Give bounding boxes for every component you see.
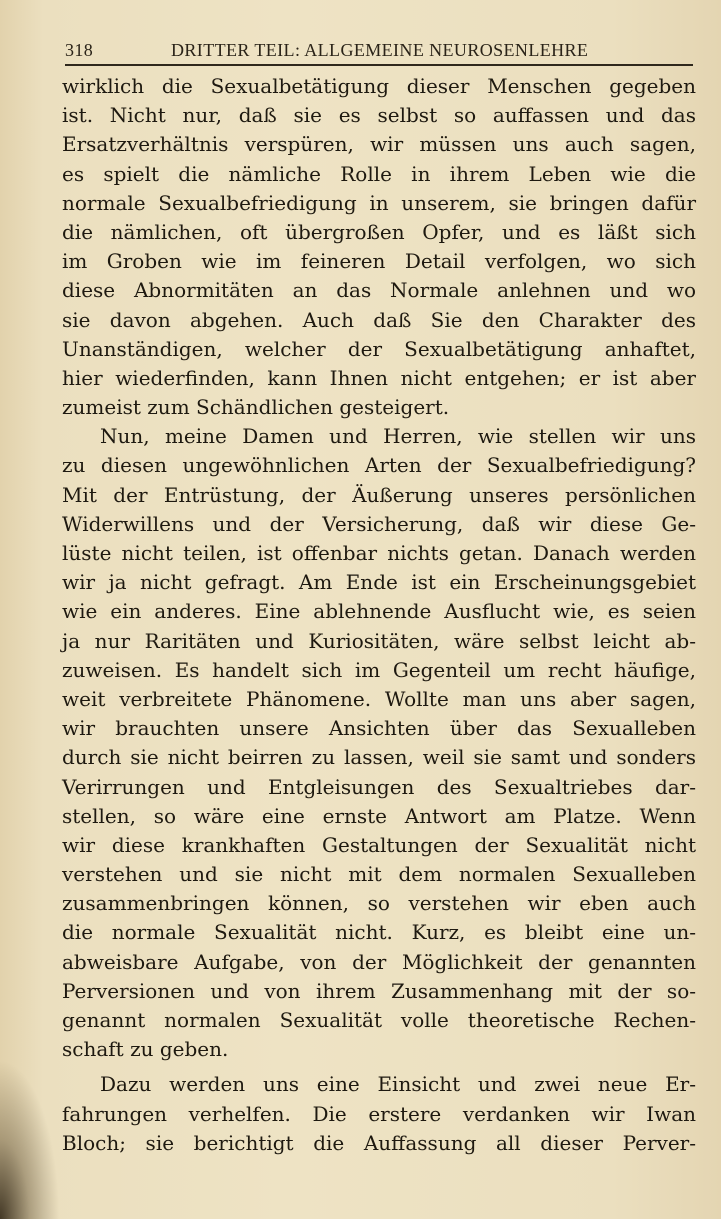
text-line: im Groben wie im feineren Detail verfolgen, wo sich — [62, 249, 696, 274]
paragraph-3 — [62, 1070, 696, 1158]
text-line: zu diesen ungewöhnlichen Arten der Sexualbefriedigung? — [62, 453, 696, 478]
text-line: wie ein anderes. Eine ablehnende Ausflucht wie, es seien — [62, 599, 696, 624]
text-line: zusammenbringen können, so verstehen wir eben auch — [62, 891, 696, 916]
text-line: weit verbreitete Phänomene. Wollte man uns aber sagen, — [62, 686, 696, 711]
text-line: schaft zu geben. — [62, 1037, 229, 1062]
text-line: Bloch; sie berichtigt die Auffassung all dieser Perver- — [62, 1130, 696, 1155]
text-line: stellen, so wäre eine ernste Antwort am Platze. Wenn — [62, 803, 696, 828]
text-line: ist. Nicht nur, daß sie es selbst so auffassen und das — [62, 103, 696, 128]
text-line: Mit der Entrüstung, der Äußerung unseres persönlichen — [62, 482, 696, 507]
text-line: ja nur Raritäten und Kuriositäten, wäre selbst leicht ab- — [62, 628, 696, 653]
text-line: zuweisen. Es handelt sich im Gegenteil um recht häufige, — [62, 657, 696, 682]
text-line: hier wiederfinden, kann Ihnen nicht entgehen; er ist aber — [62, 365, 696, 390]
page-header — [65, 38, 695, 64]
text-line: die nämlichen, oft übergroßen Opfer, und es läßt sich — [62, 219, 696, 244]
text-line: wir brauchten unsere Ansichten über das Sexualleben — [62, 716, 696, 741]
text-line: lüste nicht teilen, ist offenbar nichts getan. Danach werden — [62, 541, 696, 565]
text-line: wirklich die Sexualbetätigung dieser Menschen gegeben — [62, 74, 696, 98]
text-line: die normale Sexualität nicht. Kurz, es bleibt eine un- — [62, 920, 696, 945]
page-corner-shadow — [0, 1059, 60, 1219]
text-line: wir diese krankhaften Gestaltungen der Sexualität nicht — [62, 832, 696, 857]
text-line: Dazu werden uns eine Einsicht und zwei neue Er- — [100, 1072, 696, 1097]
text-line: Verirrungen und Entgleisungen des Sexualtriebes dar- — [62, 774, 696, 799]
paragraph-2 — [62, 422, 696, 1064]
text-line: Ersatzverhältnis verspüren, wir müssen uns auch sagen, — [62, 132, 696, 157]
text-line: diese Abnormitäten an das Normale anlehnen und wo — [62, 278, 696, 303]
paragraph-1 — [62, 72, 696, 422]
text-line: fahrungen verhelfen. Die erstere verdanken wir Iwan — [62, 1101, 696, 1126]
text-line: abweisbare Aufgabe, von der Möglichkeit der genannten — [62, 949, 696, 974]
text-line: Unanständigen, welcher der Sexualbetätigung anhaftet, — [62, 336, 696, 361]
text-line: es spielt die nämliche Rolle in ihrem Leben wie die — [62, 161, 696, 186]
text-line: durch sie nicht beirren zu lassen, weil sie samt und sonders — [62, 745, 696, 770]
header-rule — [65, 64, 693, 66]
text-line: Widerwillens und der Versicherung, daß wir diese Ge- — [62, 511, 696, 536]
text-line: verstehen und sie nicht mit dem normalen Sexualleben — [62, 862, 696, 887]
body-text — [62, 72, 696, 1158]
text-line: normale Sexualbefriedigung in unserem, sie bringen dafür — [62, 190, 696, 215]
running-title: DRITTER TEIL: ALLGEMEINE NEUROSENLEHRE — [171, 40, 589, 60]
text-line: Nun, meine Damen und Herren, wie stellen wir uns — [100, 424, 696, 449]
text-line: sie davon abgehen. Auch daß Sie den Charakter des — [62, 307, 696, 332]
text-line: wir ja nicht gefragt. Am Ende ist ein Erscheinungsgebiet — [62, 570, 696, 595]
text-line: genannt normalen Sexualität volle theoretische Rechen- — [62, 1008, 696, 1032]
text-line: zumeist zum Schändlichen gesteigert. — [62, 395, 450, 420]
page-number: 318 — [65, 40, 94, 60]
text-line: Perversionen und von ihrem Zusammenhang mit der so- — [62, 978, 696, 1003]
